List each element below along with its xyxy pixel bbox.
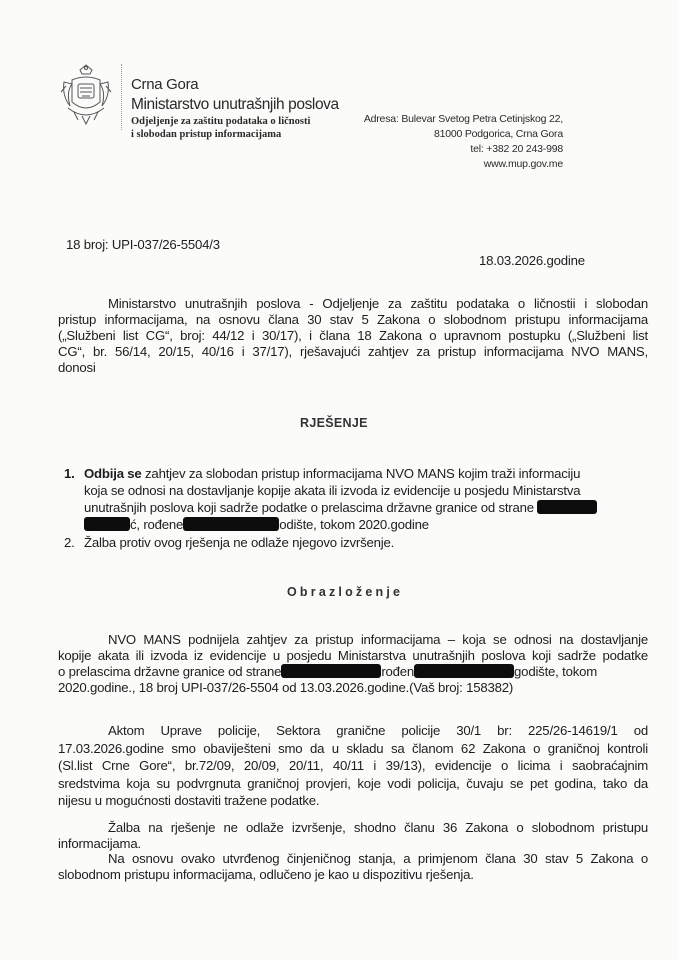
decision-item-2: 2. Žalba protiv ovog rješenja ne odlaže njegovo izvršenje. (64, 535, 395, 550)
redacted-name (281, 664, 381, 678)
header-department-line2: i slobodan pristup informacijama (131, 129, 282, 140)
reasoning-paragraph-3: Žalba na rješenje ne odlaže izvršenje, shodno članu 36 Zakona o slobodnom pristupu informacijama. (58, 820, 648, 851)
intro-paragraph: Ministarstvo unutrašnjih poslova - Odjeljenje za zaštitu podataka o ličnostii i slobodan pristup informacijama, na osnovu člana 30 stav 5 Zakona o slobodnom pristupu informacijama („Službeni list CG“, broj: 44/12 i 30/17), i člana 18 Zakona o upravnom postupku („Službeni list CG“, br. 56/14, 20/15, 40/16 i 37/17), rješavajući zahtjev za pristup informacijama NVO MANS, donosi (58, 296, 648, 375)
redacted-birth-data (183, 517, 279, 531)
header-divider (121, 64, 122, 130)
reasoning-paragraph-4: Na osnovu ovako utvrđenog činjeničnog stanja, a primjenom člana 30 stav 5 Zakona o slobodnom pristupu informacijama, odlučeno je kao u dispozitivu rješenja. (58, 851, 648, 882)
website: www.mup.gov.me (483, 158, 563, 170)
document-date: 18.03.2026.godine (479, 253, 585, 268)
phone-number: tel: +382 20 243-998 (470, 143, 563, 155)
decision-list (64, 465, 644, 551)
address-line1: Adresa: Bulevar Svetog Petra Cetinjskog 22, (363, 113, 563, 125)
reference-number: 18 broj: UPI-037/26-5504/3 (66, 237, 220, 252)
address-line2: 81000 Podgorica, Crna Gora (433, 128, 563, 140)
coat-of-arms-icon (58, 62, 114, 128)
redacted-name (537, 500, 597, 514)
reasoning-paragraph-1: NVO MANS podnijela zahtjev za pristup informacijama – koja se odnosi na dostavljanje kopije akata ili izvoda iz evidencije u posjedu Ministarstva unutrašnjih poslova koji sadrže podatke o prelascima državne granice od strane rođen godište, tokom 2020.godine., 18 broj UPI-037/26-5504 od 13.03.2026.godine.(Vaš broj: 158382) (58, 632, 648, 695)
reasoning-title: Obrazloženje (287, 585, 404, 599)
decision-title: RJEŠENJE (300, 416, 368, 430)
header-department-line1: Odjeljenje za zaštitu podataka o ličnosti (131, 116, 311, 127)
reasoning-paragraph-2: Aktom Uprave policije, Sektora granične policije 30/1 br: 225/26-14619/1 od 17.03.2026.godine smo obaviješteni smo da u skladu sa članom 62 Zakona o graničnoj kontroli (Sl.list Crne Gore“, br.72/09, 20/09, 20/11, 40/11 i 39/13), evidencije o licima i saobraćajnim sredstvima koja su podvrgnuta graničnoj provjeri, koje vodi policija, čuvaju se pet godina, tako da nijesu u mogućnosti dostaviti tražene podatke. (58, 723, 648, 808)
header-country: Crna Gora (131, 76, 199, 93)
redacted-surname (84, 517, 130, 531)
decision-item-1: 1. Odbija se zahtjev za slobodan pristup informacijama NVO MANS kojim traži informaciju koja se odnosi na dostavljanje kopije akata ili izvoda iz evidencije u posjedu Ministarstva unutrašnjih poslova koji sadrže podatke o prelascima državne granice od strane ć, rođene odište, tokom 2020.godine (84, 465, 644, 533)
redacted-birth-data (414, 664, 514, 678)
header-ministry: Ministarstvo unutrašnjih poslova (131, 96, 339, 113)
